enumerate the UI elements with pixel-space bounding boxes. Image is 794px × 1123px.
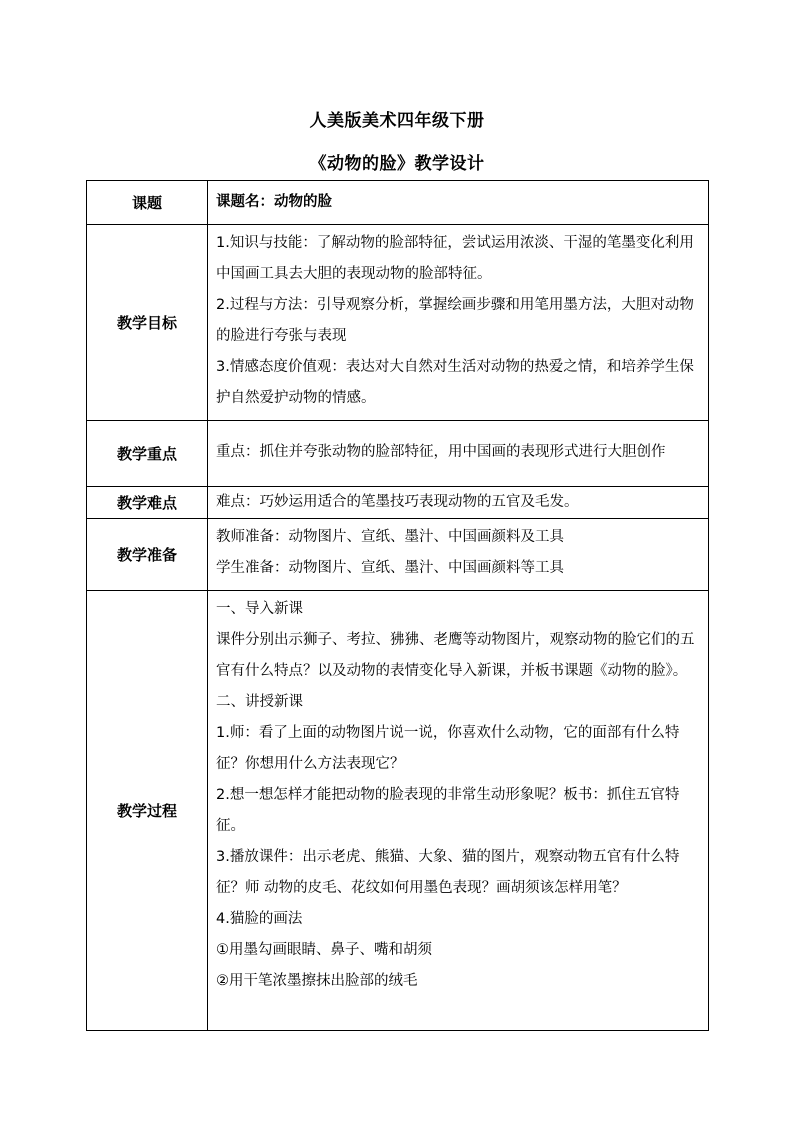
document-subtitle: 《动物的脸》教学设计 — [309, 154, 485, 174]
row-content-topic — [208, 181, 709, 225]
row-topic — [87, 181, 709, 225]
lesson-plan-table — [86, 180, 709, 1031]
key-points-text: 重点：抓住并夸张动物的脸部特征，用中国画的表现形式进行大胆创作 — [216, 443, 666, 460]
process-paragraph: 2.想一想怎样才能把动物的脸表现的非常生动形象呢？板书：抓住五官特征。 — [216, 787, 680, 834]
process-paragraph: ①用墨勾画眼睛、鼻子、嘴和胡须 — [216, 942, 432, 958]
row-key-points — [87, 421, 709, 487]
row-content-difficulties — [208, 487, 709, 519]
row-label-goals: 教学目标 — [87, 225, 208, 421]
process-paragraph: 一、导入新课 — [216, 601, 303, 617]
process-paragraph: 二、讲授新课 — [216, 694, 303, 710]
row-label-difficulties: 教学难点 — [87, 487, 208, 519]
process-paragraph: 4.猫脸的画法 — [216, 911, 303, 927]
row-goals — [87, 225, 709, 421]
row-label-key-points: 教学重点 — [87, 421, 208, 487]
preparation-paragraph: 教师准备：动物图片、宣纸、墨汁、中国画颜料及工具 — [216, 529, 564, 545]
row-difficulties — [87, 487, 709, 519]
goal-paragraph: 3.情感态度价值观：表达对大自然对生活对动物的热爱之情，和培养学生保护自然爱护动物的情感。 — [216, 359, 694, 406]
process-paragraph: 3.播放课件：出示老虎、熊猫、大象、猫的图片，观察动物五官有什么特征？师 动物的皮毛、花纹如何用墨色表现？画胡须该怎样用笔？ — [216, 849, 680, 896]
row-label-preparation: 教学准备 — [87, 519, 208, 591]
process-paragraph: ②用干笔浓墨擦抹出脸部的绒毛 — [216, 973, 418, 989]
row-process — [87, 591, 709, 1031]
row-label-process: 教学过程 — [87, 591, 208, 1031]
topic-name: 课题名：动物的脸 — [216, 194, 332, 210]
goal-paragraph: 2.过程与方法：引导观察分析，掌握绘画步骤和用笔用墨方法，大胆对动物的脸进行夸张与表现 — [216, 297, 694, 344]
document-title: 人美版美术四年级下册 — [309, 111, 485, 131]
row-label-topic: 课题 — [87, 181, 208, 225]
row-content-goals — [208, 225, 709, 421]
process-paragraph: 1.师：看了上面的动物图片说一说，你喜欢什么动物，它的面部有什么特征？你想用什么方法表现它？ — [216, 725, 680, 772]
row-content-preparation — [208, 519, 709, 591]
row-content-process — [208, 591, 709, 1031]
difficulties-text: 难点：巧妙运用适合的笔墨技巧表现动物的五官及毛发。 — [216, 494, 579, 510]
preparation-paragraph: 学生准备：动物图片、宣纸、墨汁、中国画颜料等工具 — [216, 560, 564, 576]
row-preparation — [87, 519, 709, 591]
goal-paragraph: 1.知识与技能：了解动物的脸部特征，尝试运用浓淡、干湿的笔墨变化利用中国画工具去大胆的表现动物的脸部特征。 — [216, 235, 694, 282]
process-paragraph: 课件分别出示狮子、考拉、狒狒、老鹰等动物图片，观察动物的脸它们的五官有什么特点？以及动物的表情变化导入新课，并板书课题《动物的脸》。 — [216, 632, 695, 679]
row-content-key-points — [208, 421, 709, 487]
